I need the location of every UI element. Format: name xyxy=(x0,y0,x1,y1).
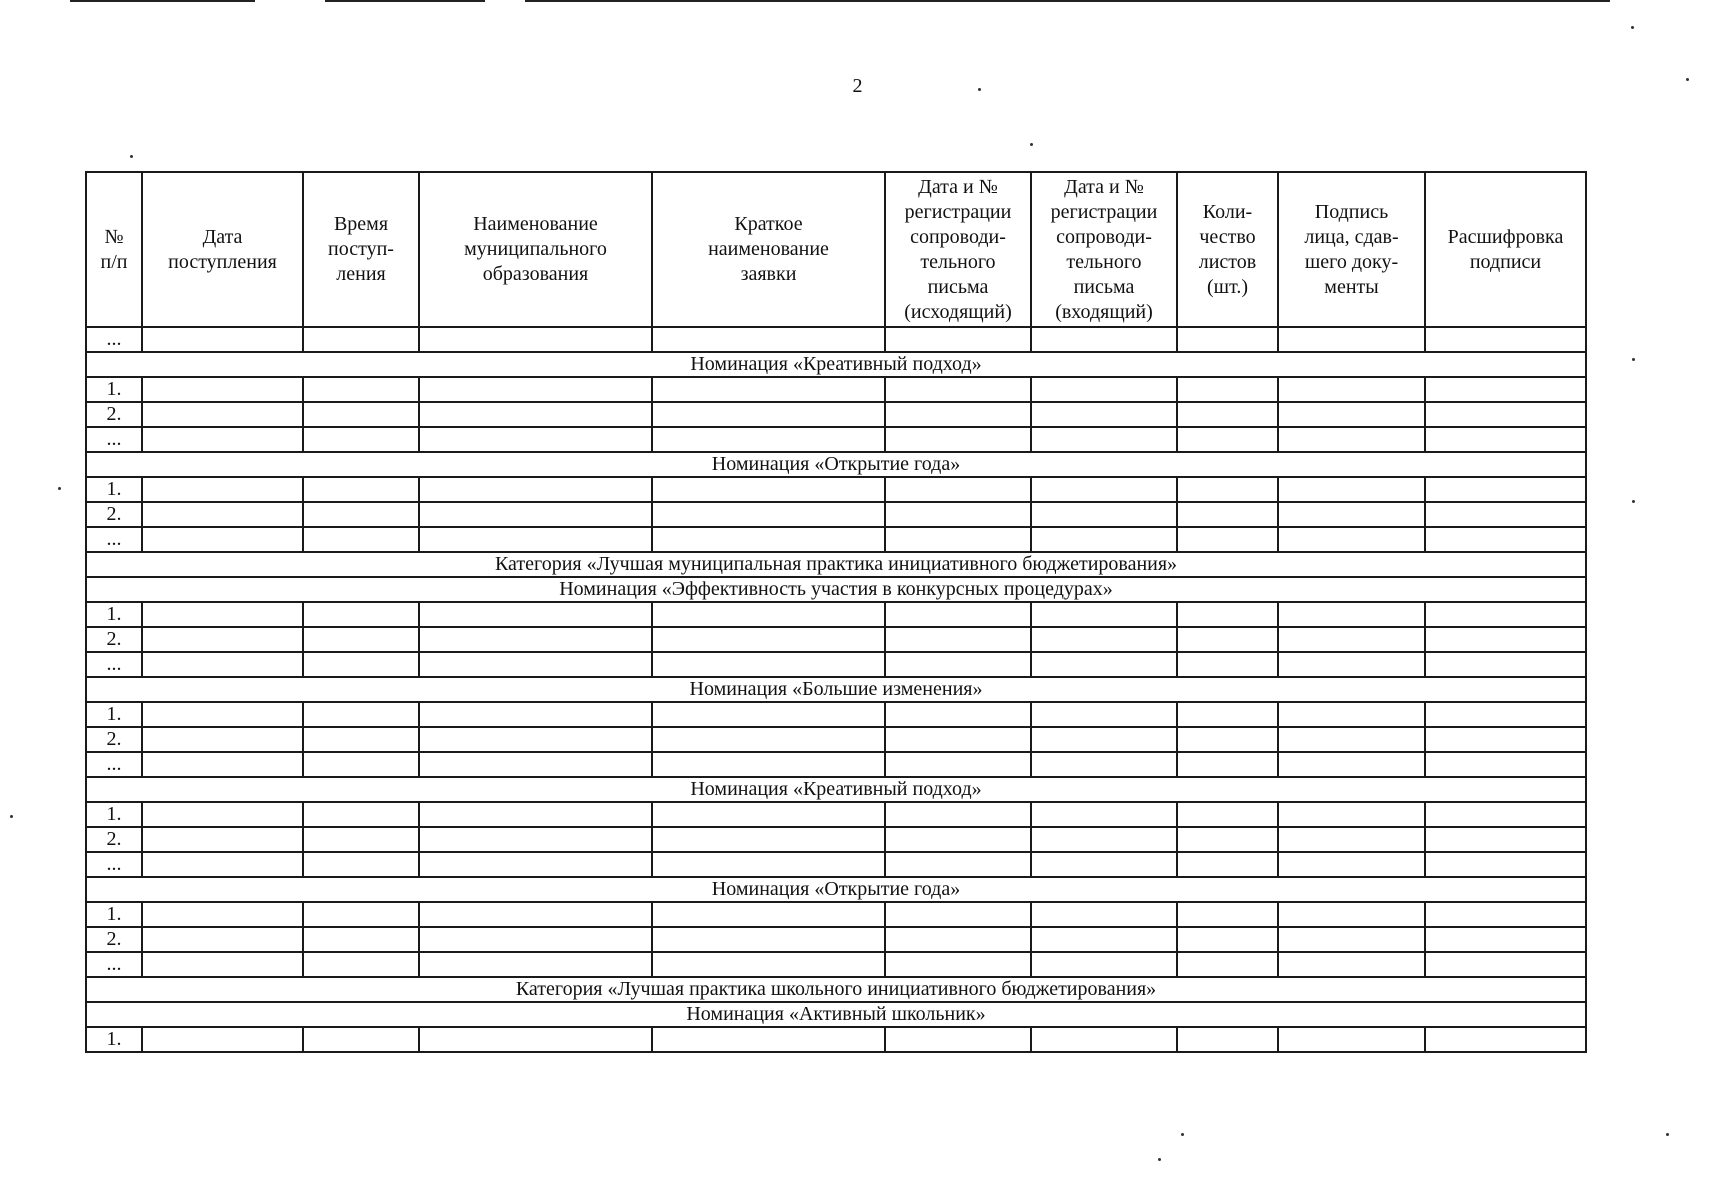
scan-speck xyxy=(130,155,133,158)
row-number-cell: 1. xyxy=(86,1027,142,1052)
receipt-date-cell xyxy=(142,752,303,777)
sheet-count-cell xyxy=(1177,927,1278,952)
section-heading-row xyxy=(86,452,1586,477)
receipt-date-cell xyxy=(142,927,303,952)
section-heading: Номинация «Большие изменения» xyxy=(86,677,1586,702)
signature-transcript-cell xyxy=(1425,602,1586,627)
row-number-cell: 2. xyxy=(86,627,142,652)
receipt-time-cell xyxy=(303,652,419,677)
signature-transcript-cell xyxy=(1425,652,1586,677)
incoming-letter-cell xyxy=(1031,527,1177,552)
application-name-cell xyxy=(652,427,885,452)
signature-transcript-cell xyxy=(1425,827,1586,852)
incoming-letter-cell xyxy=(1031,952,1177,977)
signature-cell xyxy=(1278,927,1425,952)
top-edge-rule-left xyxy=(70,0,255,2)
application-name-cell xyxy=(652,627,885,652)
application-name-cell xyxy=(652,827,885,852)
signature-transcript-cell xyxy=(1425,952,1586,977)
application-name-cell xyxy=(652,752,885,777)
incoming-letter-cell xyxy=(1031,1027,1177,1052)
row-number-cell: 2. xyxy=(86,927,142,952)
scan-speck xyxy=(1158,1158,1161,1161)
outgoing-letter-cell xyxy=(885,752,1031,777)
table-row xyxy=(86,377,1586,402)
signature-cell xyxy=(1278,802,1425,827)
outgoing-letter-cell xyxy=(885,827,1031,852)
row-number-cell: 1. xyxy=(86,477,142,502)
municipality-name-cell xyxy=(419,427,652,452)
signature-cell xyxy=(1278,527,1425,552)
receipt-time-cell xyxy=(303,527,419,552)
scan-speck xyxy=(1632,500,1635,503)
column-header-receipt-time: Время поступ- ления xyxy=(303,172,419,327)
sheet-count-cell xyxy=(1177,602,1278,627)
receipt-date-cell xyxy=(142,402,303,427)
sheet-count-cell xyxy=(1177,827,1278,852)
signature-transcript-cell xyxy=(1425,927,1586,952)
receipt-date-cell xyxy=(142,827,303,852)
application-name-cell xyxy=(652,727,885,752)
section-heading: Номинация «Креативный подход» xyxy=(86,352,1586,377)
table-row xyxy=(86,802,1586,827)
outgoing-letter-cell xyxy=(885,702,1031,727)
row-number-cell: 1. xyxy=(86,377,142,402)
outgoing-letter-cell xyxy=(885,1027,1031,1052)
municipality-name-cell xyxy=(419,327,652,352)
outgoing-letter-cell xyxy=(885,927,1031,952)
receipt-time-cell xyxy=(303,927,419,952)
sheet-count-cell xyxy=(1177,852,1278,877)
section-heading-row xyxy=(86,877,1586,902)
application-name-cell xyxy=(652,602,885,627)
incoming-letter-cell xyxy=(1031,402,1177,427)
section-heading-row xyxy=(86,677,1586,702)
outgoing-letter-cell xyxy=(885,652,1031,677)
sheet-count-cell xyxy=(1177,377,1278,402)
receipt-date-cell xyxy=(142,502,303,527)
municipality-name-cell xyxy=(419,527,652,552)
sheet-count-cell xyxy=(1177,527,1278,552)
application-name-cell xyxy=(652,527,885,552)
section-heading: Категория «Лучшая практика школьного инициативного бюджетирования» xyxy=(86,977,1586,1002)
municipality-name-cell xyxy=(419,852,652,877)
municipality-name-cell xyxy=(419,377,652,402)
column-header-signature-transcript: Расшифровка подписи xyxy=(1425,172,1586,327)
receipt-date-cell xyxy=(142,627,303,652)
receipt-time-cell xyxy=(303,327,419,352)
table-row xyxy=(86,527,1586,552)
municipality-name-cell xyxy=(419,927,652,952)
section-heading: Номинация «Открытие года» xyxy=(86,452,1586,477)
application-name-cell xyxy=(652,802,885,827)
row-number-cell: ... xyxy=(86,852,142,877)
receipt-time-cell xyxy=(303,727,419,752)
signature-cell xyxy=(1278,502,1425,527)
receipt-date-cell xyxy=(142,327,303,352)
applications-register-table xyxy=(85,171,1587,1053)
application-name-cell xyxy=(652,1027,885,1052)
table-row xyxy=(86,752,1586,777)
signature-transcript-cell xyxy=(1425,902,1586,927)
column-header-municipality-name: Наименование муниципального образования xyxy=(419,172,652,327)
row-number-cell: 2. xyxy=(86,402,142,427)
receipt-time-cell xyxy=(303,852,419,877)
incoming-letter-cell xyxy=(1031,627,1177,652)
signature-transcript-cell xyxy=(1425,752,1586,777)
signature-transcript-cell xyxy=(1425,802,1586,827)
table-row xyxy=(86,727,1586,752)
signature-cell xyxy=(1278,852,1425,877)
section-heading-row xyxy=(86,1002,1586,1027)
application-name-cell xyxy=(652,927,885,952)
incoming-letter-cell xyxy=(1031,477,1177,502)
section-heading-row xyxy=(86,352,1586,377)
outgoing-letter-cell xyxy=(885,527,1031,552)
receipt-date-cell xyxy=(142,527,303,552)
municipality-name-cell xyxy=(419,752,652,777)
scan-speck xyxy=(58,487,61,490)
outgoing-letter-cell xyxy=(885,902,1031,927)
row-number-cell: ... xyxy=(86,652,142,677)
receipt-time-cell xyxy=(303,827,419,852)
signature-cell xyxy=(1278,702,1425,727)
outgoing-letter-cell xyxy=(885,477,1031,502)
scan-speck xyxy=(1030,143,1033,146)
application-name-cell xyxy=(652,652,885,677)
outgoing-letter-cell xyxy=(885,377,1031,402)
signature-transcript-cell xyxy=(1425,427,1586,452)
incoming-letter-cell xyxy=(1031,752,1177,777)
scan-speck xyxy=(1632,358,1635,361)
sheet-count-cell xyxy=(1177,902,1278,927)
application-name-cell xyxy=(652,327,885,352)
receipt-date-cell xyxy=(142,802,303,827)
table-header-row xyxy=(86,172,1586,327)
municipality-name-cell xyxy=(419,602,652,627)
sheet-count-cell xyxy=(1177,702,1278,727)
table-row xyxy=(86,627,1586,652)
table-row xyxy=(86,952,1586,977)
row-number-cell: ... xyxy=(86,752,142,777)
signature-transcript-cell xyxy=(1425,502,1586,527)
receipt-time-cell xyxy=(303,477,419,502)
sheet-count-cell xyxy=(1177,1027,1278,1052)
row-number-cell: 2. xyxy=(86,502,142,527)
signature-cell xyxy=(1278,427,1425,452)
row-number-cell: 2. xyxy=(86,827,142,852)
table-body xyxy=(86,327,1586,1052)
table-row xyxy=(86,652,1586,677)
municipality-name-cell xyxy=(419,727,652,752)
signature-cell xyxy=(1278,652,1425,677)
table-row xyxy=(86,602,1586,627)
section-heading: Категория «Лучшая муниципальная практика инициативного бюджетирования» xyxy=(86,552,1586,577)
column-header-outgoing-letter-registration: Дата и № регистрации сопроводи- тельного письма (исходящий) xyxy=(885,172,1031,327)
application-name-cell xyxy=(652,952,885,977)
municipality-name-cell xyxy=(419,702,652,727)
application-name-cell xyxy=(652,902,885,927)
incoming-letter-cell xyxy=(1031,377,1177,402)
sheet-count-cell xyxy=(1177,652,1278,677)
table-row xyxy=(86,327,1586,352)
incoming-letter-cell xyxy=(1031,327,1177,352)
municipality-name-cell xyxy=(419,902,652,927)
application-name-cell xyxy=(652,477,885,502)
application-name-cell xyxy=(652,502,885,527)
application-name-cell xyxy=(652,852,885,877)
outgoing-letter-cell xyxy=(885,802,1031,827)
municipality-name-cell xyxy=(419,1027,652,1052)
sheet-count-cell xyxy=(1177,627,1278,652)
outgoing-letter-cell xyxy=(885,402,1031,427)
row-number-cell: ... xyxy=(86,327,142,352)
receipt-date-cell xyxy=(142,427,303,452)
incoming-letter-cell xyxy=(1031,802,1177,827)
receipt-time-cell xyxy=(303,502,419,527)
scan-speck xyxy=(1631,26,1634,29)
incoming-letter-cell xyxy=(1031,702,1177,727)
top-edge-rule-right xyxy=(525,0,1610,2)
receipt-time-cell xyxy=(303,627,419,652)
section-heading: Номинация «Креативный подход» xyxy=(86,777,1586,802)
row-number-cell: ... xyxy=(86,527,142,552)
outgoing-letter-cell xyxy=(885,727,1031,752)
scan-speck xyxy=(1181,1133,1184,1136)
outgoing-letter-cell xyxy=(885,427,1031,452)
signature-transcript-cell xyxy=(1425,377,1586,402)
receipt-date-cell xyxy=(142,377,303,402)
scan-speck xyxy=(1686,78,1689,81)
receipt-time-cell xyxy=(303,952,419,977)
column-header-row-number: № п/п xyxy=(86,172,142,327)
column-header-receipt-date: Дата поступления xyxy=(142,172,303,327)
incoming-letter-cell xyxy=(1031,727,1177,752)
scan-speck xyxy=(10,815,13,818)
sheet-count-cell xyxy=(1177,402,1278,427)
sheet-count-cell xyxy=(1177,327,1278,352)
section-heading-row xyxy=(86,552,1586,577)
sheet-count-cell xyxy=(1177,727,1278,752)
column-header-sheet-count: Коли- чество листов (шт.) xyxy=(1177,172,1278,327)
receipt-time-cell xyxy=(303,802,419,827)
signature-transcript-cell xyxy=(1425,1027,1586,1052)
table-row xyxy=(86,402,1586,427)
column-header-application-short-name: Краткое наименование заявки xyxy=(652,172,885,327)
table-row xyxy=(86,902,1586,927)
top-edge-rule-middle xyxy=(325,0,485,2)
receipt-time-cell xyxy=(303,752,419,777)
scan-speck xyxy=(978,88,981,91)
table-row xyxy=(86,827,1586,852)
receipt-time-cell xyxy=(303,427,419,452)
table-row xyxy=(86,852,1586,877)
table-row xyxy=(86,427,1586,452)
row-number-cell: ... xyxy=(86,952,142,977)
receipt-date-cell xyxy=(142,852,303,877)
incoming-letter-cell xyxy=(1031,927,1177,952)
sheet-count-cell xyxy=(1177,477,1278,502)
incoming-letter-cell xyxy=(1031,852,1177,877)
municipality-name-cell xyxy=(419,802,652,827)
signature-cell xyxy=(1278,377,1425,402)
sheet-count-cell xyxy=(1177,502,1278,527)
receipt-date-cell xyxy=(142,727,303,752)
incoming-letter-cell xyxy=(1031,502,1177,527)
sheet-count-cell xyxy=(1177,752,1278,777)
municipality-name-cell xyxy=(419,627,652,652)
outgoing-letter-cell xyxy=(885,502,1031,527)
table-row xyxy=(86,927,1586,952)
row-number-cell: ... xyxy=(86,427,142,452)
signature-cell xyxy=(1278,477,1425,502)
outgoing-letter-cell xyxy=(885,952,1031,977)
application-name-cell xyxy=(652,702,885,727)
section-heading-row xyxy=(86,777,1586,802)
incoming-letter-cell xyxy=(1031,602,1177,627)
row-number-cell: 1. xyxy=(86,802,142,827)
table-row xyxy=(86,1027,1586,1052)
row-number-cell: 1. xyxy=(86,902,142,927)
signature-cell xyxy=(1278,902,1425,927)
municipality-name-cell xyxy=(419,952,652,977)
municipality-name-cell xyxy=(419,827,652,852)
signature-cell xyxy=(1278,602,1425,627)
incoming-letter-cell xyxy=(1031,827,1177,852)
column-header-incoming-letter-registration: Дата и № регистрации сопроводи- тельного письма (входящий) xyxy=(1031,172,1177,327)
incoming-letter-cell xyxy=(1031,427,1177,452)
receipt-date-cell xyxy=(142,602,303,627)
signature-cell xyxy=(1278,827,1425,852)
municipality-name-cell xyxy=(419,652,652,677)
sheet-count-cell xyxy=(1177,802,1278,827)
signature-transcript-cell xyxy=(1425,627,1586,652)
signature-cell xyxy=(1278,752,1425,777)
receipt-date-cell xyxy=(142,952,303,977)
table-row xyxy=(86,477,1586,502)
outgoing-letter-cell xyxy=(885,852,1031,877)
signature-transcript-cell xyxy=(1425,702,1586,727)
signature-transcript-cell xyxy=(1425,852,1586,877)
receipt-time-cell xyxy=(303,602,419,627)
incoming-letter-cell xyxy=(1031,902,1177,927)
page-number: 2 xyxy=(852,75,863,97)
signature-transcript-cell xyxy=(1425,527,1586,552)
municipality-name-cell xyxy=(419,402,652,427)
signature-cell xyxy=(1278,402,1425,427)
incoming-letter-cell xyxy=(1031,652,1177,677)
section-heading-row xyxy=(86,577,1586,602)
receipt-time-cell xyxy=(303,1027,419,1052)
receipt-time-cell xyxy=(303,402,419,427)
receipt-date-cell xyxy=(142,902,303,927)
receipt-time-cell xyxy=(303,902,419,927)
application-name-cell xyxy=(652,377,885,402)
outgoing-letter-cell xyxy=(885,627,1031,652)
signature-cell xyxy=(1278,952,1425,977)
row-number-cell: 2. xyxy=(86,727,142,752)
receipt-time-cell xyxy=(303,377,419,402)
municipality-name-cell xyxy=(419,502,652,527)
signature-transcript-cell xyxy=(1425,477,1586,502)
receipt-date-cell xyxy=(142,652,303,677)
section-heading: Номинация «Эффективность участия в конкурсных процедурах» xyxy=(86,577,1586,602)
sheet-count-cell xyxy=(1177,427,1278,452)
signature-transcript-cell xyxy=(1425,327,1586,352)
signature-transcript-cell xyxy=(1425,727,1586,752)
section-heading: Номинация «Активный школьник» xyxy=(86,1002,1586,1027)
column-header-submitter-signature: Подпись лица, сдав- шего доку- менты xyxy=(1278,172,1425,327)
table-row xyxy=(86,702,1586,727)
signature-transcript-cell xyxy=(1425,402,1586,427)
signature-cell xyxy=(1278,627,1425,652)
signature-cell xyxy=(1278,1027,1425,1052)
signature-cell xyxy=(1278,727,1425,752)
application-name-cell xyxy=(652,402,885,427)
outgoing-letter-cell xyxy=(885,327,1031,352)
receipt-date-cell xyxy=(142,1027,303,1052)
section-heading: Номинация «Открытие года» xyxy=(86,877,1586,902)
row-number-cell: 1. xyxy=(86,702,142,727)
receipt-date-cell xyxy=(142,477,303,502)
municipality-name-cell xyxy=(419,477,652,502)
signature-cell xyxy=(1278,327,1425,352)
section-heading-row xyxy=(86,977,1586,1002)
sheet-count-cell xyxy=(1177,952,1278,977)
receipt-date-cell xyxy=(142,702,303,727)
outgoing-letter-cell xyxy=(885,602,1031,627)
row-number-cell: 1. xyxy=(86,602,142,627)
table-row xyxy=(86,502,1586,527)
scan-speck xyxy=(1666,1133,1669,1136)
receipt-time-cell xyxy=(303,702,419,727)
